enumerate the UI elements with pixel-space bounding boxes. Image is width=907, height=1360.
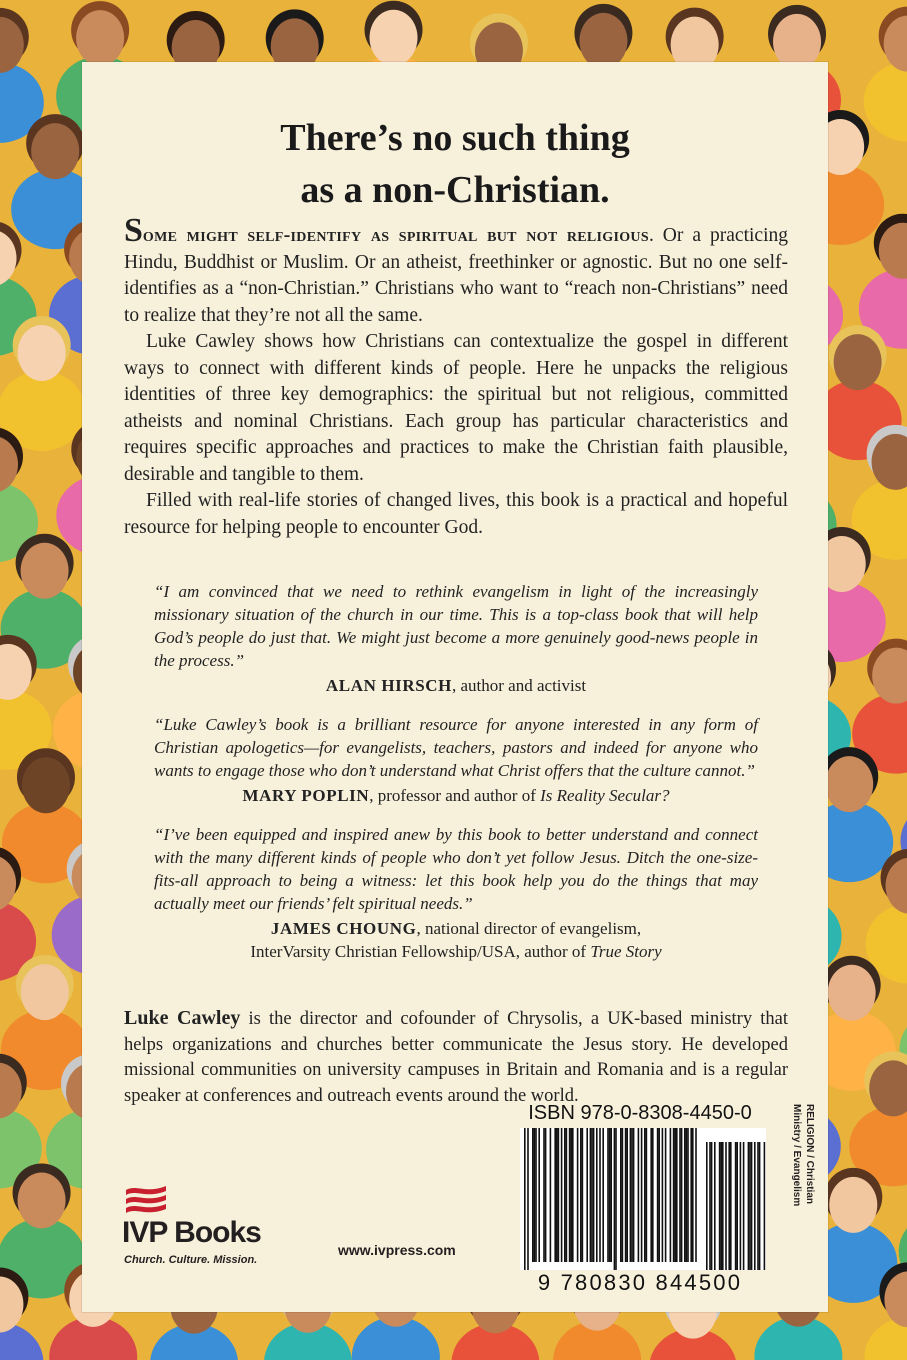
- headline-line-2: as a non-Christian.: [300, 169, 610, 211]
- endorsement-quote: “I am convinced that we need to rethink evangelism in light of the increasingly missionary situation of the church in our time. This is a top-class book that will help God’s people do just that. We might just become a more genuinely good-news people in the process.”: [154, 582, 758, 670]
- bisac-category: [776, 1104, 816, 1264]
- endorsement-quote: “I’ve been equipped and inspired anew by this book to better understand and connect with the many different kinds of people who don’t yet follow Jesus. Ditch the one-size-fits-all approach to being a witness: let this book help you do the things that may actually meet our friends’ felt spiritual needs.”: [154, 825, 758, 913]
- barcode-digits: 9 780830 844500: [537, 1270, 743, 1295]
- back-cover-panel: [82, 62, 828, 1312]
- author-bio-text: is the director and cofounder of Chrysolis, a UK-based ministry that helps organizations and churches better communicate the Jesus story. He developed missional communities on university campuses in Britain and Romania and is a regular speaker at conferences and outreach events around the world.: [124, 1009, 788, 1106]
- flag-icon: [124, 1182, 168, 1218]
- publisher-url: www.ivpress.com: [338, 1242, 456, 1258]
- description-paragraph-2: Luke Cawley shows how Christians can contextualize the gospel in different ways to connect with different kinds of people. Here he unpacks the religious identities of three key demographics: the spiritual but not religious, committed atheists and nominal Christians. Each group has particular characteristics and requires specific approaches and practices to make the Christian faith plausible, desirable and tangible to them.: [124, 331, 788, 485]
- headline: [82, 112, 828, 216]
- endorser-name: JAMES CHOUNG: [270, 919, 417, 938]
- endorser-name: ALAN HIRSCH: [325, 676, 452, 695]
- endorser-role: , author and activist: [452, 676, 587, 695]
- isbn-barcode: [514, 1102, 766, 1302]
- headline-line-1: There’s no such thing: [280, 117, 630, 159]
- endorsement-attribution: [154, 674, 758, 697]
- publisher-name: IVP Books: [122, 1216, 261, 1249]
- category-line-1: RELIGION / Christian: [804, 1104, 815, 1205]
- endorser-role-line-2: InterVarsity Christian Fellowship/USA, author of: [250, 942, 591, 961]
- endorsement-attribution: [154, 784, 758, 807]
- publisher-logo: [122, 1182, 282, 1266]
- drop-cap: S: [124, 212, 143, 249]
- endorser-name: MARY POPLIN: [242, 786, 370, 805]
- endorser-book-title: Is Reality Secular?: [540, 786, 670, 805]
- isbn-label: ISBN 978-0-8308-4450-0: [528, 1102, 752, 1124]
- barcode-icon: [520, 1128, 766, 1270]
- description-paragraph-3: Filled with real-life stories of changed lives, this book is a practical and hopeful resource for helping people to encounter God.: [124, 490, 788, 538]
- author-name: Luke Cawley: [124, 1007, 241, 1029]
- description-paragraph-1: [124, 212, 788, 329]
- publisher-tagline: Church. Culture. Mission.: [124, 1254, 258, 1266]
- endorser-role: , professor and author of: [369, 786, 541, 805]
- endorser-book-title: True Story: [590, 942, 662, 961]
- author-bio: [124, 1006, 788, 1109]
- paragraph-1-text: . Or a practicing Hindu, Buddhist or Muslim. Or an atheist, freethinker or agnostic. But no one self-identifies as a “non-Christian.” Christians who want to “reach non-Christians” need to realize that they’re not all the same.: [124, 225, 788, 326]
- category-line-2: Ministry / Evangelism: [791, 1104, 802, 1207]
- endorsement-quote: “Luke Cawley’s book is a brilliant resource for anyone interested in any form of Christian apologetics—for evangelists, teachers, pastors and indeed for anyone who wants to engage those who don’t understand what Christ offers that the culture cannot.”: [154, 715, 758, 780]
- description: [124, 212, 788, 541]
- lead-in-small-caps: ome might self-identify as spiritual but not religious: [142, 224, 649, 246]
- endorsement-attribution: [154, 917, 758, 963]
- endorser-role: , national director of evangelism,: [416, 919, 642, 938]
- endorsements: [154, 580, 758, 979]
